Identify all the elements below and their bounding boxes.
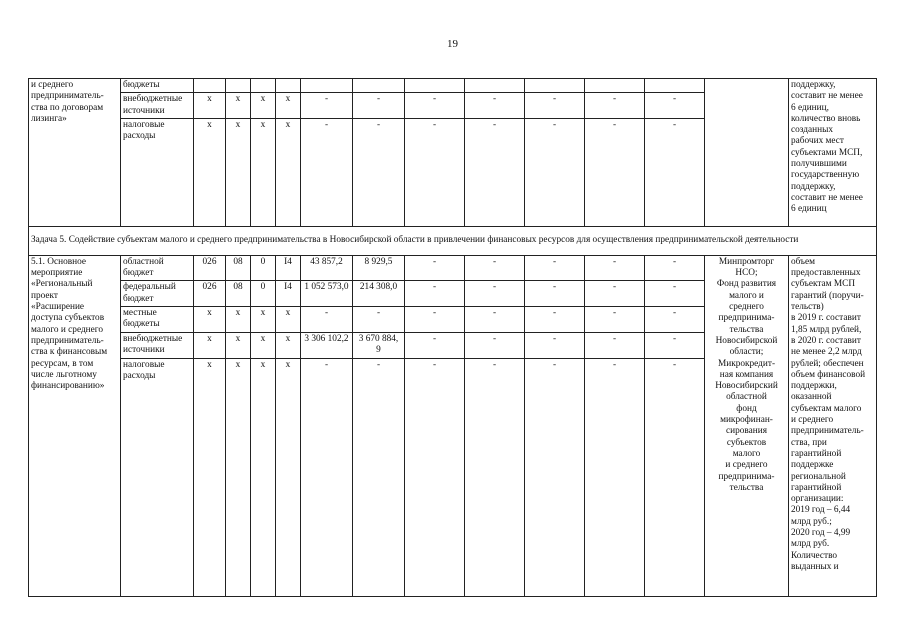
value-cell: x (276, 307, 301, 333)
value-cell: - (525, 93, 585, 119)
program-table (28, 78, 877, 597)
value-cell: x (276, 358, 301, 596)
value-cell (585, 79, 645, 93)
value-cell: - (525, 281, 585, 307)
value-cell: - (525, 118, 585, 226)
value-cell: x (226, 307, 251, 333)
value-cell: x (194, 93, 226, 119)
value-cell (301, 79, 353, 93)
value-cell: - (585, 118, 645, 226)
funding-source-cell: внебюджетные источники (121, 332, 194, 358)
value-cell: - (465, 281, 525, 307)
value-cell: - (405, 307, 465, 333)
funding-source-cell: внебюджетные источники (121, 93, 194, 119)
expected-result-cell: поддержку, составит не менее 6 единиц, количество вновь созданных рабочих мест субъектами МСП, получившими государственную поддержку, составит не менее 6 единиц (789, 79, 877, 227)
value-cell: x (194, 358, 226, 596)
executor-cell: Минпромторг НСО; Фонд развития малого и среднего предпринима- тельства Новосибирской области; Микрокредит- ная компания Новосибирский областной фонд микрофинан- сирования субъектов малого и среднего предпринима- тельства (705, 255, 789, 596)
value-cell: x (251, 332, 276, 358)
value-cell: - (353, 118, 405, 226)
value-cell: - (645, 307, 705, 333)
value-cell: - (353, 358, 405, 596)
value-cell: - (465, 332, 525, 358)
value-cell: - (465, 93, 525, 119)
value-cell: - (645, 358, 705, 596)
value-cell: 214 308,0 (353, 281, 405, 307)
value-cell: x (226, 118, 251, 226)
value-cell: - (465, 118, 525, 226)
value-cell (525, 79, 585, 93)
value-cell: - (301, 118, 353, 226)
value-cell: 0 (251, 281, 276, 307)
value-cell (276, 79, 301, 93)
value-cell: x (251, 358, 276, 596)
executor-cell (705, 79, 789, 227)
value-cell: - (585, 255, 645, 281)
value-cell: - (525, 358, 585, 596)
value-cell: 026 (194, 281, 226, 307)
value-cell: - (525, 255, 585, 281)
value-cell: - (585, 281, 645, 307)
value-cell: x (276, 332, 301, 358)
value-cell: - (585, 332, 645, 358)
value-cell: 3 670 884, 9 (353, 332, 405, 358)
value-cell: x (194, 307, 226, 333)
value-cell (194, 79, 226, 93)
value-cell (226, 79, 251, 93)
value-cell: - (645, 93, 705, 119)
funding-source-cell: налоговые расходы (121, 118, 194, 226)
value-cell: - (301, 358, 353, 596)
event-name-cell: и среднего предприниматель- ства по договорам лизинга» (29, 79, 121, 227)
value-cell: 08 (226, 255, 251, 281)
value-cell: - (645, 281, 705, 307)
value-cell: - (405, 118, 465, 226)
task-row (29, 226, 877, 255)
value-cell: x (251, 93, 276, 119)
page-number: 19 (447, 38, 458, 50)
value-cell: - (405, 93, 465, 119)
funding-source-cell: местные бюджеты (121, 307, 194, 333)
value-cell: 1 052 573,0 (301, 281, 353, 307)
value-cell: x (251, 307, 276, 333)
value-cell: 08 (226, 281, 251, 307)
value-cell: - (465, 358, 525, 596)
value-cell: - (353, 93, 405, 119)
value-cell: I4 (276, 255, 301, 281)
value-cell: x (251, 118, 276, 226)
value-cell: x (194, 332, 226, 358)
value-cell: 43 857,2 (301, 255, 353, 281)
value-cell: - (301, 93, 353, 119)
value-cell: 3 306 102,2 (301, 332, 353, 358)
funding-source-cell: бюджеты (121, 79, 194, 93)
value-cell (353, 79, 405, 93)
event-name-cell: 5.1. Основное мероприятие «Региональный проект «Расширение доступа субъектов малого и среднего предприниматель- ства к финансовым ресурсам, в том числе льготному финансированию» (29, 255, 121, 596)
value-cell: - (353, 307, 405, 333)
value-cell: - (525, 332, 585, 358)
value-cell: x (226, 332, 251, 358)
value-cell: - (405, 281, 465, 307)
expected-result-cell: объем предоставленных субъектам МСП гарантий (поручи- тельств) в 2019 г. составит 1,85 млрд рублей, в 2020 г. составит не менее 2,2 млрд рублей; обеспечен объем финансовой поддержки, оказанной субъектам малого и среднего предприниматель- ства, при гарантийной поддержке региональной гарантийной организации: 2019 год – 6,44 млрд руб.; 2020 год – 4,99 млрд руб. Количество выданных и (789, 255, 877, 596)
value-cell (251, 79, 276, 93)
value-cell: - (525, 307, 585, 333)
value-cell: x (226, 358, 251, 596)
value-cell: - (465, 307, 525, 333)
value-cell: - (585, 307, 645, 333)
value-cell: - (465, 255, 525, 281)
value-cell: - (585, 93, 645, 119)
value-cell: 0 (251, 255, 276, 281)
value-cell: - (405, 332, 465, 358)
value-cell: x (194, 118, 226, 226)
funding-source-cell: федеральный бюджет (121, 281, 194, 307)
funding-source-cell: налоговые расходы (121, 358, 194, 596)
table-row (29, 255, 877, 281)
value-cell: - (405, 255, 465, 281)
value-cell: x (276, 118, 301, 226)
value-cell: - (645, 332, 705, 358)
value-cell: - (585, 358, 645, 596)
value-cell: I4 (276, 281, 301, 307)
value-cell: x (276, 93, 301, 119)
table-row (29, 79, 877, 93)
funding-source-cell: областной бюджет (121, 255, 194, 281)
value-cell (405, 79, 465, 93)
value-cell: 8 929,5 (353, 255, 405, 281)
value-cell (465, 79, 525, 93)
value-cell: - (645, 118, 705, 226)
task-5-title: Задача 5. Содействие субъектам малого и среднего предпринимательства в Новосибирской области в привлечении финансовых ресурсов для осуществления предпринимательской деятельности (29, 226, 877, 255)
value-cell: - (301, 307, 353, 333)
value-cell: - (645, 255, 705, 281)
value-cell (645, 79, 705, 93)
value-cell: - (405, 358, 465, 596)
value-cell: x (226, 93, 251, 119)
value-cell: 026 (194, 255, 226, 281)
